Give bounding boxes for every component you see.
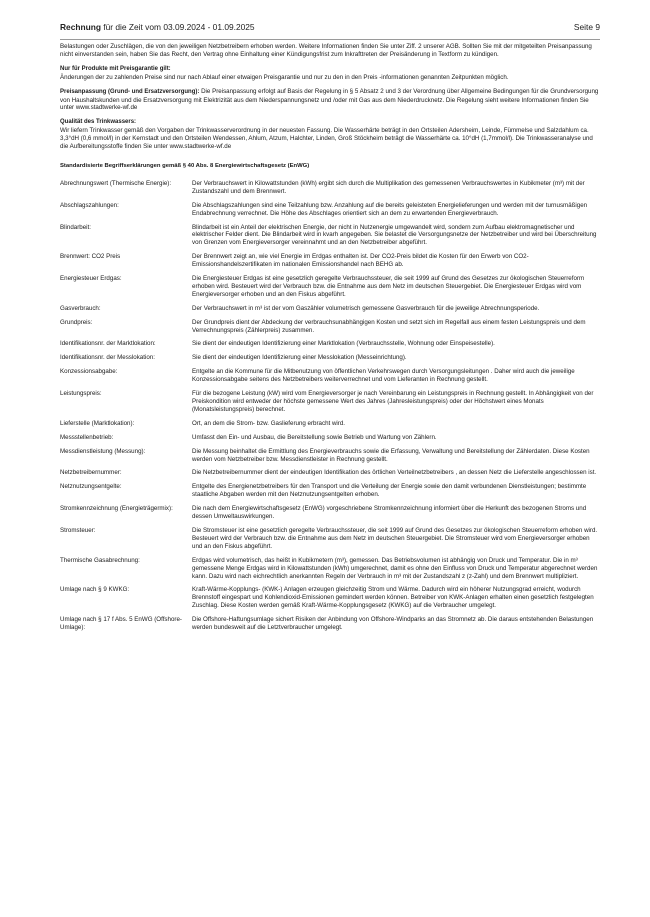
definition-row: [60, 527, 600, 551]
definition-text: Für die bezogene Leistung (kW) wird vom Energieversorger je nach Vereinbarung ein Leistungspreis in Rechnung gestellt. In Abhängigkeit von der Preiskondition wird entweder der höchste gemessene Wert des Jahres (Jahresleistungspreis) oder der Höchstwert eines Monats (Monatsleistungspreis) berechnet.: [192, 390, 594, 413]
intro-paragraph: Belastungen oder Zuschlägen, die von den jeweiligen Netzbetreibern erhoben werden. Weitere Informationen finden Sie unter Ziff. 2 unserer AGB. Sollten Sie mit der mitgeteilten Preisanpassung nicht einverstanden sein, haben Sie das Recht, den Vertrag ohne Einhaltung einer Kündigungsfrist zum Inkrafttreten der Preisänderung in Textform zu kündigen.: [60, 43, 592, 58]
price-guarantee-paragraph: [60, 65, 600, 82]
invoice-title-bold: Rechnung: [60, 22, 101, 32]
price-adjustment-heading: Preisanpassung (Grund- und Ersatzversorgung):: [60, 88, 200, 95]
definitions-list: [60, 180, 600, 632]
definition-row: [60, 448, 600, 464]
definition-text: Die Netzbetreibernummer dient der eindeutigen Identifikation des örtlichen Verteilnetzbetreibers , an dessen Netz die Lieferstelle angeschlossen ist.: [192, 469, 597, 477]
definition-term: Konzessionsabgabe:: [60, 368, 118, 376]
definition-row: [60, 305, 600, 313]
invoice-period: für die Zeit vom 03.09.2024 - 01.09.2025: [100, 22, 255, 32]
invoice-title: [60, 22, 255, 32]
page-content: [60, 43, 600, 638]
definition-row: [60, 616, 600, 632]
price-adjustment-paragraph: [60, 88, 600, 113]
water-quality-heading: Qualität des Trinkwassers:: [60, 119, 137, 126]
price-guarantee-heading: Nur für Produkte mit Preisgarantie gilt:: [60, 65, 171, 72]
page-number: Seite 9: [573, 22, 600, 32]
definition-text: Die Stromsteuer ist eine gesetzlich geregelte Verbrauchssteuer, die seit 1999 auf Grund des Gesetzes zur ökologischen Steuerreform erhoben wird. Besteuert wird der Verbrauch bzw. die Entnahme aus dem Netz im deutschen Steuergebiet. Die Stromsteuer wird vom Energieversorger erhoben und an den Fiskus abgeführt.: [192, 526, 598, 550]
definition-row: [60, 390, 600, 414]
definition-row: [60, 340, 600, 348]
definition-row: [60, 319, 600, 335]
definitions-title: Standardisierte Begriffserklärungen gemäß § 40 Abs. 8 Energiewirtschaftsgesetz (EnWG): [60, 162, 310, 169]
definition-term: Brennwert: CO2 Preis: [60, 253, 121, 261]
water-quality-paragraph: [60, 118, 600, 151]
definition-text: Der Verbrauchswert in m³ ist der vom Gaszähler volumetrisch gemessene Gasverbrauch für die jeweilige Abrechnungsperiode.: [192, 304, 540, 312]
definition-term: Stromkennzeichnung (Energieträgermix):: [60, 505, 173, 513]
definition-term: Umlage nach § 9 KWKG:: [60, 586, 130, 594]
definition-term: Abschlagszahlungen:: [60, 201, 119, 209]
definition-row: [60, 420, 600, 428]
definition-text: Die Offshore-Haftungsumlage sichert Risiken der Anbindung von Offshore-Windparks an das Stromnetz ab. Die daraus entstehenden Belastungen werden bundesweit auf die Letztverbraucher umgelegt.: [192, 616, 594, 632]
definition-text: Sie dient der eindeutigen Identifizierung einer Messlokation (Messeinrichtung).: [192, 354, 407, 362]
definition-term: Stromsteuer:: [60, 526, 96, 534]
definition-text: Blindarbeit ist ein Anteil der elektrischen Energie, der nicht in Nutzenergie umgewandelt wird, sondern zum Aufbau elektromagnetischer und elektrischer Felder dient. Die Blindarbeit wird in kvarh angegeben. Sie belastet die Versorgungsnetze der Netzbetreiber und wird bei Überschreitung von Grenzen vom Energieversorger vereinnahmt und an den Netzbetreiber abgeführt.: [192, 223, 597, 247]
definition-row: [60, 368, 600, 384]
definition-row: [60, 483, 600, 499]
definition-text: Ort, an dem die Strom- bzw. Gaslieferung erbracht wird.: [192, 419, 346, 427]
definition-text: Der Brennwert zeigt an, wie viel Energie im Erdgas enthalten ist. Der CO2-Preis bildet die Kosten für den Erwerb von CO2-Emissionshandelszertifikaten im nationalen Emissionshandel nach BEHG ab.: [192, 253, 529, 269]
definition-term: Energiesteuer Erdgas:: [60, 275, 122, 283]
definition-text: Die nach dem Energiewirtschaftsgesetz (EnWG) vorgeschriebene Stromkennzeichnung informiert über die Herkunft des bezogenen Stroms und dessen Umweltauswirkungen.: [192, 505, 587, 521]
definition-term: Netznutzungsentgelte:: [60, 483, 122, 491]
definition-text: Der Verbrauchswert in Kilowattstunden (kWh) ergibt sich durch die Multiplikation des gemessenen Verbrauchswertes in Kubikmeter (m³) mit der Zustandszahl und dem Brennwert.: [192, 179, 585, 195]
definition-term: Netzbetreibernummer:: [60, 469, 122, 477]
definition-row: [60, 434, 600, 442]
definition-row: [60, 505, 600, 521]
definition-row: [60, 557, 600, 581]
definition-term: Umlage nach § 17 f Abs. 5 EnWG (Offshore-Umlage):: [60, 616, 182, 632]
definition-text: Die Energiesteuer Erdgas ist eine gesetzlich geregelte Verbrauchssteuer, die seit 1999 auf Grund des Gesetzes zur ökologischen Steuerreform erhoben wird. Besteuert wird der Verbrauch bzw. die Entnahme aus dem Netz im deutschen Steuergebiet. Die Energiesteuer Erdgas wird vom Energieversorger erhoben und an den Fiskus abgeführt.: [192, 275, 585, 298]
definition-term: Thermische Gasabrechnung:: [60, 556, 140, 564]
definition-text: Die Messung beinhaltet die Ermittlung des Energieverbrauchs sowie die Erfassung, Verwaltung und Bereitstellung der Zählerdaten. Diese Kosten werden vom Netzbetreiber bzw. Messdienstleister in Rechnung gestellt.: [192, 447, 590, 463]
definition-row: [60, 202, 600, 218]
definition-row: [60, 354, 600, 362]
page-header: [60, 22, 600, 40]
definition-term: Messdienstleistung (Messung):: [60, 447, 146, 455]
definition-text: Sie dient der eindeutigen Identifizierung einer Marktlokation (Verbrauchsstelle, Wohnung oder Einspeisestelle).: [192, 340, 495, 348]
definition-row: [60, 469, 600, 477]
definition-term: Blindarbeit:: [60, 223, 91, 231]
price-guarantee-text: Änderungen der zu zahlenden Preise sind nur nach Ablauf einer etwaigen Preisgarantie und nur zu den in den Preis -informationen genannten Zeitpunkten möglich.: [60, 73, 509, 81]
definition-term: Lieferstelle (Marktlokation):: [60, 419, 135, 427]
definition-term: Grundpreis:: [60, 318, 93, 326]
definition-text: Entgelte des Energienetzbetreibers für den Transport und die Verteilung der Energie sowie den damit verbundenen Dienstleistungen; bestimmte staatliche Abgaben werden mit den Netznutzungsentgelten erhoben.: [192, 483, 587, 499]
definition-term: Identifikationsnr. der Marktlokation:: [60, 340, 156, 348]
definition-term: Identifikationsnr. der Messlokation:: [60, 354, 155, 362]
definition-row: [60, 275, 600, 299]
definition-term: Abrechnungswert (Thermische Energie):: [60, 179, 172, 187]
definition-term: Gasverbrauch:: [60, 304, 101, 312]
definition-text: Umfasst den Ein- und Ausbau, die Bereitstellung sowie Betrieb und Wartung von Zählern.: [192, 433, 437, 441]
definition-row: [60, 586, 600, 610]
definition-row: [60, 180, 600, 196]
definition-text: Entgelte an die Kommune für die Mitbenutzung von öffentlichen Verkehrswegen durch Versorgungsleitungen . Daher wird auch die jeweilige Konzessionsabgabe seitens des Netzbetreibers weiterverrechnet und vom Lieferanten in Rechnung gestellt.: [192, 368, 575, 384]
definition-row: [60, 253, 600, 269]
definition-term: Messstellenbetrieb:: [60, 433, 114, 441]
definition-text: Erdgas wird volumetrisch, das heißt in Kubikmetern (m³), gemessen. Das Betriebsvolumen ist abhängig von Druck und Temperatur. Die in m³ gemessene Menge Erdgas wird in Kilowattstunden (kWh) umgerechnet, damit es ohne den Einfluss von Druck und Temperatur abgerechnet werden kann. Dazu wird nach eichrechtlich anerkannten Regeln der Verbrauch in m³ mit der Zustandszahl z (z-Zahl) und dem Brennwert multipliziert.: [192, 556, 598, 580]
price-adjustment-text: Die Preisanpassung erfolgt auf Basis der Regelung in § 5 Absatz 2 und 3 der Verordnung über Allgemeine Bedingungen für die Grundversorgung von Haushaltskunden und die Ersatzversorgung mit Elektrizität aus dem Niederspannungsnetz und /oder mit Gas aus dem Niederdrucknetz. Die Regelung sieht weitere Informationen finden Sie unter www.stadtwerke-wf.de: [60, 87, 599, 112]
definition-text: Der Grundpreis dient der Abdeckung der verbrauchsunabhängigen Kosten und setzt sich im Regelfall aus einem festen Leistungspreis und dem Verrechnungspreis (Zählerpreis) zusammen.: [192, 318, 586, 334]
water-quality-text: Wir liefern Trinkwasser gemäß den Vorgaben der Trinkwasserverordnung in der neuesten Fassung. Die Wasserhärte beträgt in den Ortsteilen Adersheim, Leinde, Fümmelse und Salzdahlum ca. 3,3°dH (0,6 mmol/l) in der Kernstadt und den Ortsteilen Wendessen, Ahlum, Atzum, Halchter, Linden, Groß Stöckheim beträgt die Wasserhärte ca. 10°dH (1,7mmol/l). Die Trinkwasseranalyse und die Aufbereitungsstoffe finden Sie unter www.stadtwerke-wf.de: [60, 127, 593, 151]
definition-text: Kraft-Wärme-Kopplungs- (KWK-) Anlagen erzeugen gleichzeitig Strom und Wärme. Dadurch wird ein höherer Nutzungsgrad erreicht, wodurch Brennstoff eingespart und Kohlendioxid-Emissionen gemindert werden können. Betreiber von KWK-Anlagen erhalten einen gesetzlich festgelegten Zuschlag. Diese Kosten werden gemäß Kraft-Wärme-Kopplungsgesetz (KWKG) auf die Verbraucher umgelegt.: [192, 586, 594, 610]
definition-row: [60, 224, 600, 248]
definition-term: Leistungspreis:: [60, 390, 102, 398]
definition-text: Die Abschlagszahlungen sind eine Teilzahlung bzw. Anzahlung auf die bereits geleisteten Energielieferungen und werden mit der turnusmäßigen Endabrechnung verrechnet. Die Höhe des Abschlages orientiert sich an dem zu erwartenden Energieverbrauch.: [192, 201, 588, 217]
